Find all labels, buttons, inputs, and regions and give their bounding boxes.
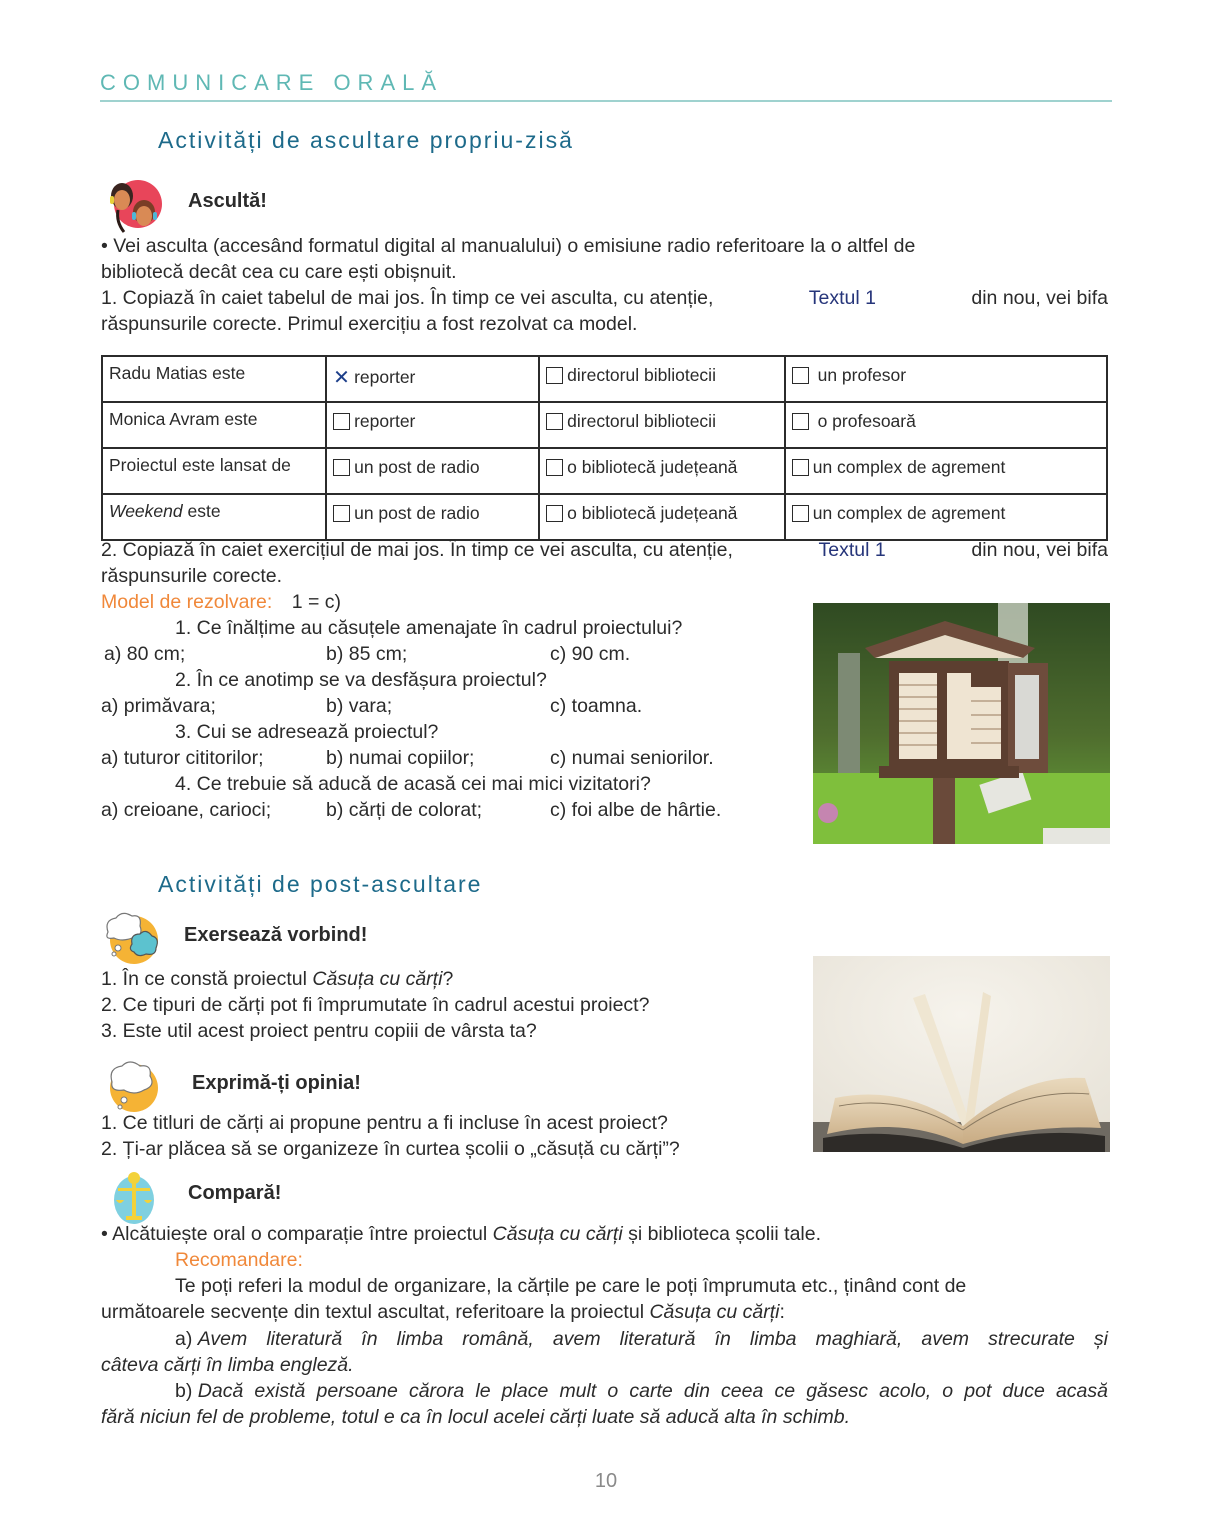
option-label: un post de radio — [354, 503, 480, 523]
compare-heading: Compară! — [188, 1182, 282, 1204]
project-name: Căsuța cu cărți — [649, 1301, 780, 1323]
answer-option-a[interactable]: a) creioane, carioci; — [101, 799, 272, 821]
exercise2-text-end: din nou, vei bifa — [971, 539, 1108, 561]
table-row — [102, 356, 1107, 402]
answer-option[interactable] — [326, 402, 539, 448]
speak-question-2: 2. Ce tipuri de cărți pot fi împrumutate în cadrul acestui proiect? — [101, 994, 650, 1016]
option-label: directorul bibliotecii — [567, 365, 716, 385]
answer-option[interactable] — [539, 356, 785, 402]
model-value: 1 = c) — [291, 591, 341, 613]
option-label: un complex de agrement — [812, 503, 1006, 523]
checkbox[interactable] — [792, 413, 809, 430]
quote-a-line2 — [101, 1352, 354, 1378]
recommendation-line2-start: următoarele secvențe din textul ascultat, referitoare la proiectul — [101, 1301, 650, 1323]
answer-option-a[interactable]: a) primăvara; — [101, 695, 216, 717]
speak-heading: Exersează vorbind! — [184, 924, 368, 946]
compare-task — [101, 1221, 821, 1247]
answer-option[interactable] — [326, 356, 539, 402]
table-row — [102, 402, 1107, 448]
question-text: 4. Ce trebuie să aducă de acasă cei mai mici vizitatori? — [175, 773, 651, 795]
page-number: 10 — [594, 1470, 618, 1492]
answer-option-b[interactable]: b) cărți de colorat; — [326, 799, 483, 821]
checked-x-icon[interactable]: ✕ — [333, 367, 350, 389]
answer-option[interactable] — [326, 448, 539, 494]
section-title-post-listening: Activități de post-ascultare — [158, 871, 483, 897]
row-label — [102, 448, 326, 494]
textul-1-link[interactable]: Textul 1 — [808, 287, 876, 309]
exercise1-text-end: din nou, vei bifa — [971, 287, 1108, 309]
checkbox[interactable] — [792, 505, 809, 522]
checkbox[interactable] — [333, 459, 350, 476]
checkbox[interactable] — [333, 413, 350, 430]
model-label: Model de rezolvare: — [101, 591, 273, 613]
quote-a-prefix: a) — [175, 1328, 198, 1350]
book-house-photo — [813, 603, 1110, 844]
speak-question-1 — [101, 966, 453, 992]
row-label-italic: Weekend — [109, 501, 183, 521]
answer-option[interactable] — [326, 494, 539, 540]
row-label — [102, 494, 326, 540]
checkbox[interactable] — [546, 505, 563, 522]
header-divider — [100, 100, 1112, 102]
quote-a-line1 — [175, 1326, 1108, 1352]
row-label-text: Monica Avram este — [109, 409, 258, 429]
checkbox[interactable] — [792, 367, 809, 384]
exercise2-instruction — [101, 537, 1108, 563]
opinion-question-1: 1. Ce titluri de cărți ai propune pentru a fi incluse în acest proiect? — [101, 1112, 668, 1134]
answer-option[interactable] — [785, 356, 1107, 402]
checkbox[interactable] — [546, 367, 563, 384]
compare-task-end: și biblioteca școlii tale. — [622, 1223, 822, 1245]
table-row — [102, 494, 1107, 540]
checkbox[interactable] — [333, 505, 350, 522]
answer-option-b[interactable]: b) vara; — [326, 695, 393, 717]
checkbox[interactable] — [546, 413, 563, 430]
thought-bubble-icon — [100, 1058, 164, 1116]
answer-option[interactable] — [539, 494, 785, 540]
textul-1-link[interactable]: Textul 1 — [818, 539, 886, 561]
compare-task-start: • Alcătuiește oral o comparație între proiectul — [101, 1223, 493, 1245]
answer-option[interactable] — [539, 448, 785, 494]
option-label: un profesor — [812, 365, 907, 385]
answer-option[interactable] — [539, 402, 785, 448]
speak-q1-end: ? — [442, 968, 454, 990]
model-solution — [101, 589, 341, 615]
option-label: un complex de agrement — [812, 457, 1006, 477]
row-label-text: Proiectul este lansat de — [109, 455, 291, 475]
chapter-title: COMUNICARE ORALĂ — [100, 70, 444, 95]
listen-intro-line1: • Vei asculta (accesând formatul digital al manualului) o emisiune radio referitoare la o altfel de — [101, 235, 916, 257]
exercise2-instruction-line2: răspunsurile corecte. — [101, 565, 283, 587]
quote-b-line1 — [175, 1378, 1108, 1404]
speak-question-3: 3. Este util acest proiect pentru copiii de vârsta ta? — [101, 1020, 537, 1042]
exercise1-text-start: 1. Copiază în caiet tabelul de mai jos. În timp ce vei asculta, cu atenție, — [101, 287, 714, 309]
answer-option[interactable] — [785, 494, 1107, 540]
quote-a-text: Avem literatură în limba română, avem literatură în limba maghiară, avem strecurate și — [197, 1328, 1108, 1350]
headphones-kids-icon — [100, 176, 164, 234]
answer-option-b[interactable]: b) 85 cm; — [326, 643, 408, 665]
quote-b-text-2: fără niciun fel de probleme, totul e ca în locul acelei cărți luate să aducă alta în schimb. — [101, 1406, 850, 1428]
open-book-photo — [813, 956, 1110, 1152]
quote-b-text: Dacă există persoane cărora le place mult o carte din ceea ce găsesc acolo, o pot duce acasă — [197, 1380, 1108, 1402]
project-name: Căsuța cu cărți — [312, 968, 443, 990]
listen-heading: Ascultă! — [188, 190, 267, 212]
answer-option[interactable] — [785, 402, 1107, 448]
row-label-text: este — [182, 501, 221, 521]
exercise2-text-start: 2. Copiază în caiet exercițiul de mai jos. În timp ce vei asculta, cu atenție, — [101, 539, 733, 561]
question-text: 1. Ce înălțime au căsuțele amenajate în cadrul proiectului? — [175, 617, 683, 639]
recommendation-line2 — [101, 1299, 785, 1325]
option-label: o bibliotecă județeană — [567, 457, 738, 477]
quote-b-line2 — [101, 1404, 850, 1430]
answer-table — [101, 355, 1108, 541]
recommendation-label: Recomandare: — [175, 1249, 303, 1271]
balance-scale-icon — [100, 1168, 164, 1226]
question-text: 2. În ce anotimp se va desfășura proiectul? — [175, 669, 547, 691]
answer-option[interactable] — [785, 448, 1107, 494]
thought-bubbles-icon — [100, 910, 164, 968]
answer-option-c[interactable]: c) 90 cm. — [550, 643, 631, 665]
row-label — [102, 356, 326, 402]
answer-option-c[interactable]: c) toamna. — [550, 695, 643, 717]
checkbox[interactable] — [546, 459, 563, 476]
answer-option-c[interactable]: c) numai seniorilor. — [550, 747, 714, 769]
answer-option-b[interactable]: b) numai copiilor; — [326, 747, 475, 769]
option-label: reporter — [354, 367, 416, 387]
opinion-heading: Exprimă-ți opinia! — [192, 1072, 361, 1094]
listen-intro-line2: bibliotecă decât cea cu care ești obișnuit. — [101, 261, 457, 283]
table-row — [102, 448, 1107, 494]
answer-option-c[interactable]: c) foi albe de hârtie. — [550, 799, 722, 821]
recommendation-line1: Te poți referi la modul de organizare, la cărțile pe care le poți împrumuta etc., ținând cont de — [175, 1275, 967, 1297]
exercise1-instruction-line2: răspunsurile corecte. Primul exercițiu a fost rezolvat ca model. — [101, 313, 638, 335]
option-label: directorul bibliotecii — [567, 411, 716, 431]
checkbox[interactable] — [792, 459, 809, 476]
option-label: reporter — [354, 411, 416, 431]
option-label: o bibliotecă județeană — [567, 503, 738, 523]
recommendation-line2-end: : — [779, 1301, 785, 1323]
quote-b-prefix: b) — [175, 1380, 198, 1402]
row-label-text: Radu Matias este — [109, 363, 246, 383]
opinion-question-2: 2. Ți-ar plăcea să se organizeze în curtea școlii o „căsuță cu cărți”? — [101, 1138, 680, 1160]
exercise1-instruction — [101, 285, 1108, 311]
project-name: Căsuța cu cărți — [492, 1223, 623, 1245]
section-title-listening: Activități de ascultare propriu-zisă — [158, 127, 574, 153]
speak-q1-start: 1. În ce constă proiectul — [101, 968, 313, 990]
option-label: un post de radio — [354, 457, 480, 477]
answer-option-a[interactable]: a) 80 cm; — [104, 643, 186, 665]
quote-a-text-2: câteva cărți în limba engleză. — [101, 1354, 354, 1376]
option-label: o profesoară — [812, 411, 916, 431]
row-label — [102, 402, 326, 448]
question-text: 3. Cui se adresează proiectul? — [175, 721, 439, 743]
answer-option-a[interactable]: a) tuturor cititorilor; — [101, 747, 264, 769]
